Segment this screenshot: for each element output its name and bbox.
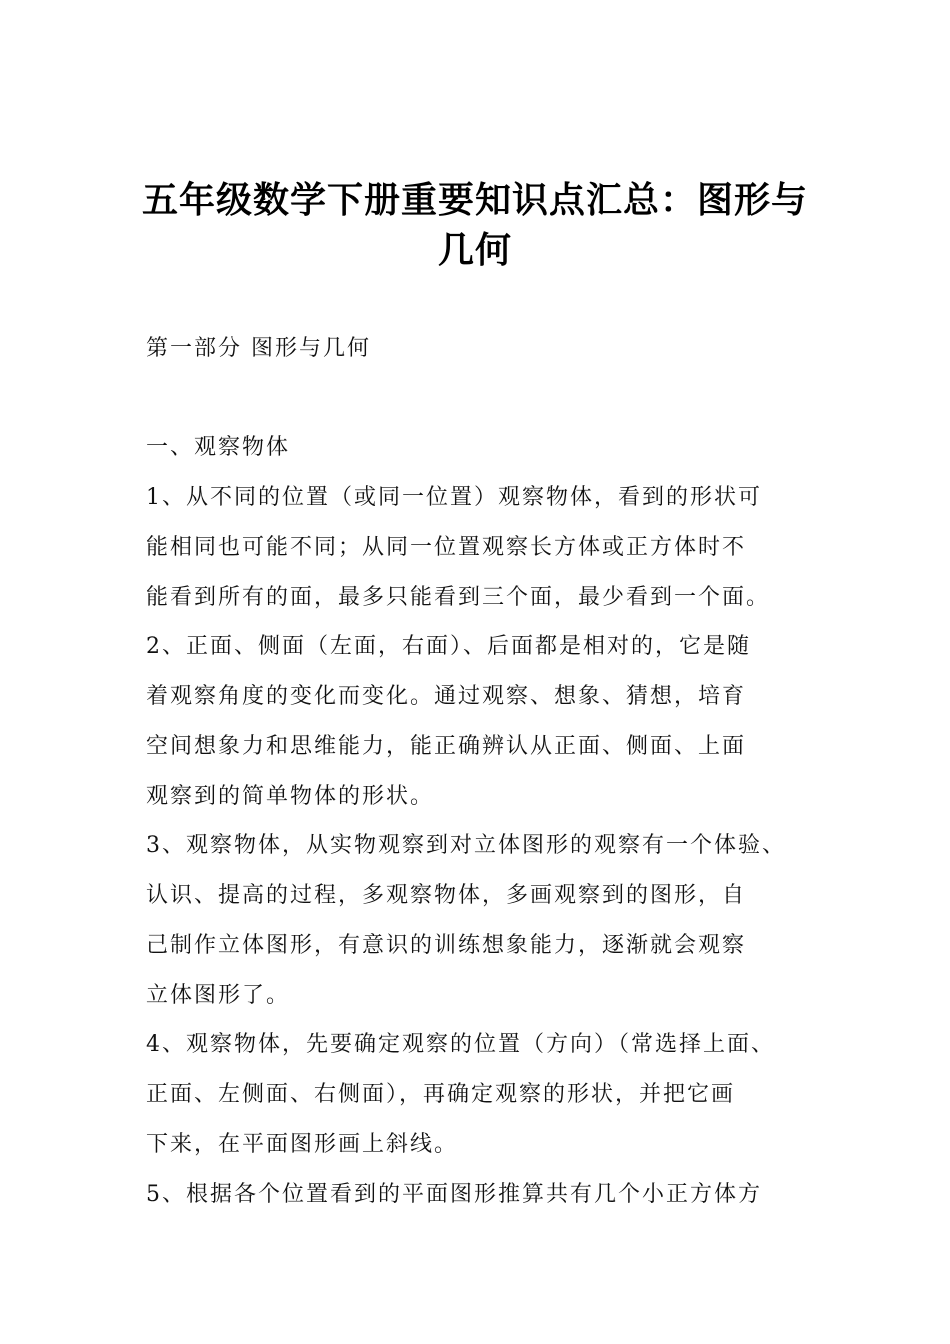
body-line: 立体图形了。	[146, 983, 291, 1008]
body-line: 认识、提高的过程，多观察物体，多画观察到的图形，自	[146, 883, 747, 908]
body-line: 2、正面、侧面（左面，右面）、后面都是相对的，它是随	[146, 634, 751, 659]
section-heading: 一、观察物体	[146, 435, 291, 460]
body-line: 1、从不同的位置（或同一位置）观察物体，看到的形状可	[146, 485, 762, 510]
part-heading: 第一部分 图形与几何	[146, 336, 371, 361]
body-line: 观察到的简单物体的形状。	[146, 784, 435, 809]
body-line: 4、观察物体，先要确定观察的位置（方向）（常选择上面、	[146, 1032, 775, 1057]
body-line: 己制作立体图形，有意识的训练想象能力，逐渐就会观察	[146, 933, 747, 958]
body-line: 下来，在平面图形画上斜线。	[146, 1132, 459, 1157]
body-line: 能相同也可能不同；从同一位置观察长方体或正方体时不	[146, 535, 747, 560]
body-line: 正面、左侧面、右侧面），再确定观察的形状，并把它画	[146, 1082, 736, 1107]
body-line: 5、根据各个位置看到的平面图形推算共有几个小正方体方	[146, 1182, 762, 1207]
document-title-line-1: 五年级数学下册重要知识点汇总：图形与	[141, 180, 808, 221]
body-line: 着观察角度的变化而变化。通过观察、想象、猜想，培育	[146, 684, 747, 709]
body-line: 能看到所有的面，最多只能看到三个面，最少看到一个面。	[146, 585, 771, 610]
document-title-line-2: 几何	[437, 230, 512, 271]
body-line: 3、观察物体，从实物观察到对立体图形的观察有一个体验、	[146, 833, 786, 858]
body-line: 空间想象力和思维能力，能正确辨认从正面、侧面、上面	[146, 734, 747, 759]
